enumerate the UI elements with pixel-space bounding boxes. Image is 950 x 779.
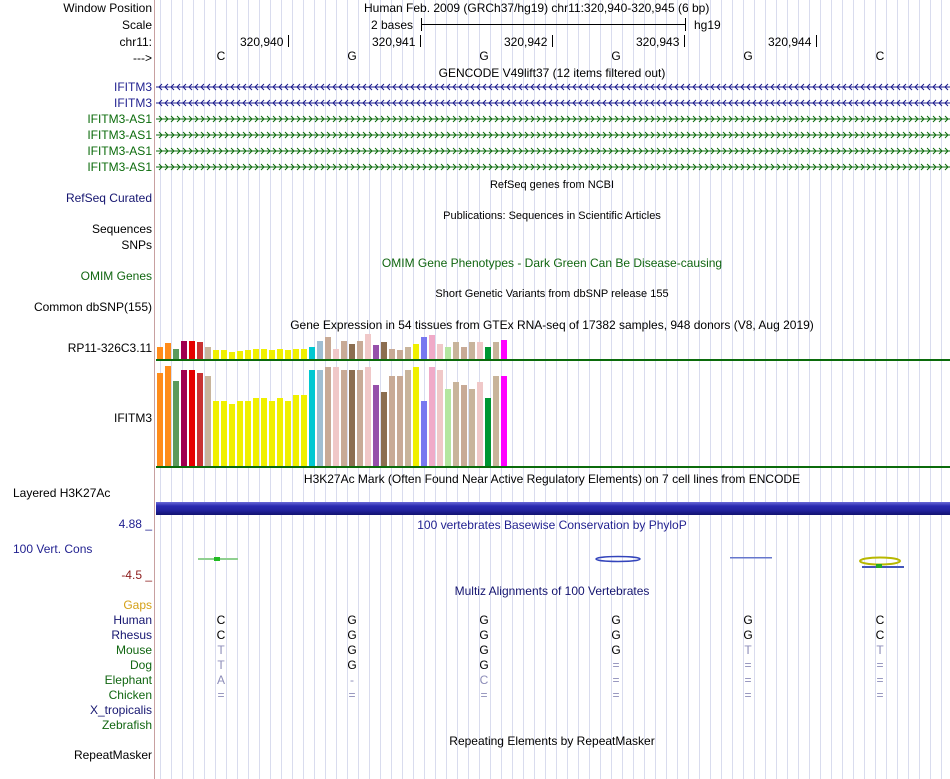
gtex-chart-ifitm3[interactable] xyxy=(156,362,536,466)
conservation-track-title: 100 vertebrates Basewise Conservation by PhyloP xyxy=(417,518,687,532)
gtex-tissue-bar[interactable] xyxy=(405,347,411,359)
gene-strand-arrows xyxy=(156,113,950,125)
gtex-tissue-bar[interactable] xyxy=(341,341,347,359)
alignment-base: G xyxy=(347,643,357,657)
gtex-tissue-bar[interactable] xyxy=(485,398,491,466)
gene-strand-arrows xyxy=(156,161,950,173)
phylop-score-mark xyxy=(730,557,772,559)
gtex-tissue-bar[interactable] xyxy=(333,367,339,466)
gtex-tissue-bar[interactable] xyxy=(349,344,355,359)
gene-label-ifitm3-as1[interactable]: IFITM3-AS1 xyxy=(87,160,152,174)
alignment-base: G xyxy=(611,643,621,657)
h3k27ac-track-title: H3K27Ac Mark (Often Found Near Active Regulatory Elements) on 7 cell lines from ENCODE xyxy=(303,472,801,486)
alignment-base: = xyxy=(348,688,356,702)
gtex-tissue-bar[interactable] xyxy=(325,367,331,466)
gtex-tissue-bar[interactable] xyxy=(341,370,347,466)
species-label-elephant: Elephant xyxy=(104,673,152,687)
gtex-tissue-bar[interactable] xyxy=(173,381,179,466)
gtex-gene-label-rp11[interactable]: RP11-326C3.11 xyxy=(67,341,152,355)
phylop-score-mark xyxy=(860,558,904,569)
gtex-tissue-bar[interactable] xyxy=(365,334,371,359)
gene-feature-ifitm3[interactable] xyxy=(156,97,950,109)
gene-feature-ifitm3-as1[interactable] xyxy=(156,113,950,125)
gtex-tissue-bar[interactable] xyxy=(493,376,499,466)
gtex-tissue-bar[interactable] xyxy=(405,370,411,466)
ref-base: G xyxy=(611,49,621,63)
gtex-tissue-bar[interactable] xyxy=(309,370,315,466)
alignment-base: G xyxy=(479,643,489,657)
species-label-chicken: Chicken xyxy=(108,688,152,702)
gtex-tissue-bar[interactable] xyxy=(317,341,323,359)
gtex-tissue-bar[interactable] xyxy=(181,370,187,466)
species-label-zebrafish: Zebrafish xyxy=(101,718,152,732)
coord-tick xyxy=(420,35,421,47)
gtex-tissue-bar[interactable] xyxy=(389,349,395,359)
gene-strand-arrows xyxy=(156,129,950,141)
gtex-track-title: Gene Expression in 54 tissues from GTEx RNA-seq of 17382 samples, 948 donors (V8, Aug 2019) xyxy=(290,318,814,332)
gene-feature-ifitm3-as1[interactable] xyxy=(156,161,950,173)
alignment-base: = xyxy=(612,673,620,687)
alignment-base: T xyxy=(217,658,225,672)
conservation-ymax-label: 4.88 _ xyxy=(118,517,152,531)
gtex-tissue-bar[interactable] xyxy=(373,345,379,359)
gtex-axis-line xyxy=(156,359,950,361)
gtex-tissue-bar[interactable] xyxy=(181,341,187,359)
ref-base: G xyxy=(347,49,357,63)
gtex-tissue-bar[interactable] xyxy=(293,395,299,466)
omim-track-title: OMIM Gene Phenotypes - Dark Green Can Be Disease-causing xyxy=(381,256,723,270)
gtex-tissue-bar[interactable] xyxy=(173,349,179,359)
scale-bar-left-tick xyxy=(421,18,422,31)
gtex-tissue-bar[interactable] xyxy=(445,389,451,467)
gtex-tissue-bar[interactable] xyxy=(157,347,163,359)
alignment-base: C xyxy=(875,628,885,642)
scale-label: Scale xyxy=(121,18,152,32)
alignment-base: C xyxy=(216,613,226,627)
h3k27ac-track-label[interactable]: Layered H3K27Ac xyxy=(13,486,111,500)
gtex-tissue-bar[interactable] xyxy=(413,367,419,466)
ref-base: G xyxy=(479,49,489,63)
gtex-tissue-bar[interactable] xyxy=(245,401,251,466)
gtex-tissue-bar[interactable] xyxy=(365,367,371,466)
gtex-tissue-bar[interactable] xyxy=(381,342,387,359)
gtex-tissue-bar[interactable] xyxy=(237,401,243,466)
gtex-tissue-bar[interactable] xyxy=(461,347,467,359)
gtex-gene-label-ifitm3[interactable]: IFITM3 xyxy=(114,411,152,425)
gtex-tissue-bar[interactable] xyxy=(213,401,219,466)
species-label-dog: Dog xyxy=(129,658,152,672)
gtex-tissue-bar[interactable] xyxy=(357,370,363,466)
scale-bar-text: 2 bases xyxy=(371,18,414,32)
gtex-tissue-bar[interactable] xyxy=(485,347,491,359)
gtex-tissue-bar[interactable] xyxy=(333,349,339,359)
alignment-base: = xyxy=(744,673,752,687)
gtex-tissue-bar[interactable] xyxy=(373,385,379,466)
gtex-tissue-bar[interactable] xyxy=(277,349,283,359)
species-label-mouse: Mouse xyxy=(115,643,152,657)
alignment-base: - xyxy=(350,673,354,687)
gtex-tissue-bar[interactable] xyxy=(237,351,243,359)
gtex-tissue-bar[interactable] xyxy=(261,398,267,466)
alignment-base: = xyxy=(612,658,620,672)
conservation-wiggle[interactable] xyxy=(156,550,950,572)
strand-label: ---> xyxy=(133,51,152,65)
gene-strand-arrows xyxy=(156,81,950,93)
species-label-x-tropicalis: X_tropicalis xyxy=(89,703,152,717)
gtex-tissue-bar[interactable] xyxy=(269,401,275,466)
gtex-tissue-bar[interactable] xyxy=(429,335,435,359)
gtex-tissue-bar[interactable] xyxy=(437,344,443,359)
alignment-base: G xyxy=(347,613,357,627)
gtex-tissue-bar[interactable] xyxy=(453,382,459,466)
gtex-tissue-bar[interactable] xyxy=(189,341,195,359)
gtex-tissue-bar[interactable] xyxy=(277,398,283,466)
phylop-score-mark xyxy=(596,557,640,562)
species-label-human: Human xyxy=(113,613,152,627)
alignment-base: = xyxy=(480,688,488,702)
coord-tick xyxy=(816,35,817,47)
alignment-base: G xyxy=(347,658,357,672)
refseq-track-title: RefSeq genes from NCBI xyxy=(489,179,615,191)
gtex-tissue-bar[interactable] xyxy=(245,350,251,359)
gene-strand-arrows xyxy=(156,97,950,109)
ref-base: C xyxy=(875,49,885,63)
alignment-base: G xyxy=(347,628,357,642)
conservation-track-label[interactable]: 100 Vert. Cons xyxy=(13,542,93,556)
track-label-column xyxy=(0,0,154,779)
gtex-tissue-bar[interactable] xyxy=(325,337,331,359)
dbsnp-track-label[interactable]: Common dbSNP(155) xyxy=(33,300,152,314)
refseq-track-label[interactable]: RefSeq Curated xyxy=(65,191,152,205)
gtex-tissue-bar[interactable] xyxy=(189,370,195,466)
gene-label-ifitm3[interactable]: IFITM3 xyxy=(114,80,152,94)
coord-label: 320,944 xyxy=(768,35,812,49)
gtex-tissue-bar[interactable] xyxy=(221,401,227,466)
alignment-base: G xyxy=(611,628,621,642)
scale-bar-right-tick xyxy=(685,18,686,31)
gtex-tissue-bar[interactable] xyxy=(421,401,427,466)
gaps-label: Gaps xyxy=(123,598,152,612)
gtex-tissue-bar[interactable] xyxy=(165,366,171,466)
gene-feature-ifitm3-as1[interactable] xyxy=(156,145,950,157)
alignment-base: G xyxy=(479,658,489,672)
gtex-tissue-bar[interactable] xyxy=(501,376,507,466)
gtex-tissue-bar[interactable] xyxy=(301,349,307,359)
conservation-ymin-label: -4.5 _ xyxy=(121,568,152,582)
alignment-base: G xyxy=(611,613,621,627)
coord-tick xyxy=(552,35,553,47)
gtex-tissue-bar[interactable] xyxy=(293,349,299,359)
gtex-tissue-bar[interactable] xyxy=(205,376,211,466)
gtex-tissue-bar[interactable] xyxy=(413,344,419,359)
repeatmasker-track-title: Repeating Elements by RepeatMasker xyxy=(449,734,655,748)
gtex-tissue-bar[interactable] xyxy=(157,373,163,466)
alignment-base: T xyxy=(744,643,752,657)
gtex-tissue-bar[interactable] xyxy=(461,385,467,466)
gtex-tissue-bar[interactable] xyxy=(301,395,307,466)
dbsnp-track-title: Short Genetic Variants from dbSNP release 155 xyxy=(435,288,669,300)
coord-label: 320,943 xyxy=(636,35,680,49)
gtex-tissue-bar[interactable] xyxy=(477,342,483,359)
publications-track-title: Publications: Sequences in Scientific Articles xyxy=(443,210,661,222)
gene-strand-arrows xyxy=(156,145,950,157)
gene-label-ifitm3[interactable]: IFITM3 xyxy=(114,96,152,110)
gtex-tissue-bar[interactable] xyxy=(397,376,403,466)
gtex-tissue-bar[interactable] xyxy=(469,342,475,359)
alignment-base: = xyxy=(217,688,225,702)
chrom-label: chr11: xyxy=(119,35,152,49)
scale-db-text: hg19 xyxy=(694,18,721,32)
h3k27ac-signal[interactable] xyxy=(156,502,950,515)
alignment-base: = xyxy=(876,688,884,702)
gene-feature-ifitm3-as1[interactable] xyxy=(156,129,950,141)
gtex-tissue-bar[interactable] xyxy=(357,341,363,359)
alignment-base: T xyxy=(217,643,225,657)
snps-track-label[interactable]: SNPs xyxy=(121,238,152,252)
gtex-tissue-bar[interactable] xyxy=(397,350,403,359)
coord-label: 320,941 xyxy=(372,35,416,49)
gene-feature-ifitm3[interactable] xyxy=(156,81,950,93)
ref-base: G xyxy=(743,49,753,63)
gtex-tissue-bar[interactable] xyxy=(389,376,395,466)
coord-label: 320,942 xyxy=(504,35,548,49)
phylop-score-mark xyxy=(198,557,238,561)
gtex-chart-rp11[interactable] xyxy=(156,333,536,359)
gene-label-ifitm3-as1[interactable]: IFITM3-AS1 xyxy=(87,128,152,142)
alignment-base: C xyxy=(479,673,489,687)
species-label-rhesus: Rhesus xyxy=(111,628,152,642)
assembly-position-text: Human Feb. 2009 (GRCh37/hg19) chr11:320,940-320,945 (6 bp) xyxy=(364,1,710,15)
alignment-base: T xyxy=(876,643,884,657)
alignment-base: = xyxy=(612,688,620,702)
gtex-tissue-bar[interactable] xyxy=(381,392,387,466)
gtex-axis-line xyxy=(156,466,950,468)
alignment-base: = xyxy=(744,658,752,672)
alignment-base: = xyxy=(876,673,884,687)
gtex-tissue-bar[interactable] xyxy=(429,367,435,466)
scale-bar xyxy=(421,24,685,25)
gtex-tissue-bar[interactable] xyxy=(501,340,507,359)
gencode-track-title: GENCODE V49lift37 (12 items filtered out) xyxy=(438,66,666,80)
repeatmasker-track-label[interactable]: RepeatMasker xyxy=(73,748,152,762)
alignment-base: G xyxy=(743,613,753,627)
gtex-tissue-bar[interactable] xyxy=(269,350,275,359)
gtex-tissue-bar[interactable] xyxy=(221,350,227,359)
gtex-tissue-bar[interactable] xyxy=(445,347,451,359)
coord-label: 320,940 xyxy=(240,35,284,49)
gtex-tissue-bar[interactable] xyxy=(261,349,267,359)
gene-label-ifitm3-as1[interactable]: IFITM3-AS1 xyxy=(87,144,152,158)
gtex-tissue-bar[interactable] xyxy=(477,382,483,466)
gtex-tissue-bar[interactable] xyxy=(421,337,427,359)
gtex-tissue-bar[interactable] xyxy=(197,373,203,466)
alignment-base: A xyxy=(216,673,226,687)
gtex-tissue-bar[interactable] xyxy=(229,404,235,466)
alignment-base: G xyxy=(743,628,753,642)
gtex-tissue-bar[interactable] xyxy=(285,350,291,359)
gtex-tissue-bar[interactable] xyxy=(309,347,315,359)
gtex-tissue-bar[interactable] xyxy=(493,342,499,359)
multiz-track-title: Multiz Alignments of 100 Vertebrates xyxy=(454,584,650,598)
gtex-tissue-bar[interactable] xyxy=(469,389,475,467)
coord-tick xyxy=(288,35,289,47)
alignment-base: C xyxy=(216,628,226,642)
gtex-tissue-bar[interactable] xyxy=(285,401,291,466)
gtex-tissue-bar[interactable] xyxy=(253,349,259,359)
alignment-base: C xyxy=(875,613,885,627)
gtex-tissue-bar[interactable] xyxy=(229,352,235,359)
alignment-base: G xyxy=(479,628,489,642)
label-column-divider xyxy=(154,0,155,779)
gtex-tissue-bar[interactable] xyxy=(453,342,459,359)
coord-tick xyxy=(684,35,685,47)
gene-label-ifitm3-as1[interactable]: IFITM3-AS1 xyxy=(87,112,152,126)
gtex-tissue-bar[interactable] xyxy=(317,370,323,466)
alignment-base: = xyxy=(744,688,752,702)
ref-base: C xyxy=(216,49,226,63)
publications-track-label[interactable]: Sequences xyxy=(91,222,152,236)
gtex-tissue-bar[interactable] xyxy=(349,370,355,466)
gtex-tissue-bar[interactable] xyxy=(205,347,211,359)
gtex-tissue-bar[interactable] xyxy=(437,370,443,466)
gtex-tissue-bar[interactable] xyxy=(213,350,219,359)
gtex-tissue-bar[interactable] xyxy=(253,398,259,466)
gtex-tissue-bar[interactable] xyxy=(197,342,203,359)
alignment-base: G xyxy=(479,613,489,627)
window-position-label: Window Position xyxy=(63,1,152,15)
omim-track-label[interactable]: OMIM Genes xyxy=(80,269,152,283)
alignment-base: = xyxy=(876,658,884,672)
gtex-tissue-bar[interactable] xyxy=(165,343,171,359)
